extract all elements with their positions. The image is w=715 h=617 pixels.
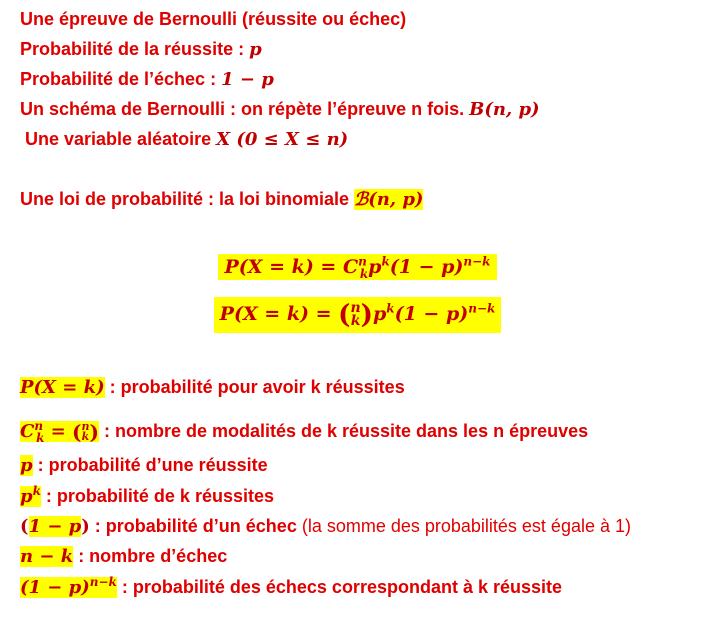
def-7 [20, 576, 562, 599]
formula-2: P(X = k) = (n $k)p^k(1 - p)^{n-k}$ [214, 297, 502, 333]
law-line [20, 188, 423, 211]
formula-2-row [0, 297, 715, 333]
def-1-math: P(X = k) [20, 377, 105, 398]
formula-1-row [0, 254, 715, 280]
success-prob-label: Probabilité de la réussite : [20, 39, 250, 59]
def-5-open: ( [20, 516, 29, 537]
def-3 [20, 454, 268, 477]
def-5-close: ) [81, 516, 90, 537]
def-4-text: : probabilité de k réussites [40, 486, 274, 506]
variable-math: X (0 ≤ X ≤ n) [216, 129, 349, 150]
failure-prob-math: 1 − p [221, 69, 274, 90]
variable-label: Une variable aléatoire [25, 129, 217, 149]
def-4-math: $p^k$ [20, 484, 41, 507]
def-6 [20, 545, 227, 568]
def-2-math: $C^n_k = (n$ k) [20, 419, 99, 445]
intro-line-4 [20, 98, 540, 121]
def-1-text: : probabilité pour avoir k réussites [104, 377, 405, 397]
def-5 [20, 515, 631, 538]
def-6-math: n − k [20, 546, 74, 567]
def-3-math: p [20, 455, 33, 476]
def-4 [20, 485, 274, 508]
def-2-text: : nombre de modalités de k réussite dans les n épreuves [98, 421, 589, 441]
def-7-math: $(1 - p)^{n-k}$ [20, 575, 117, 598]
law-label: Une loi de probabilité : la loi binomiale [20, 189, 355, 209]
intro-line-2 [20, 38, 262, 61]
def-3-text: : probabilité d’une réussite [32, 455, 268, 475]
scheme-label: Un schéma de Bernoulli : on répète l’épreuve n fois. [20, 99, 470, 119]
law-math: ℬ(n, p) [354, 189, 424, 210]
def-5-math: 1 − p [28, 516, 82, 537]
scheme-math: B(n, p) [469, 99, 540, 120]
intro-line-5 [25, 128, 348, 151]
def-5-text: : probabilité d’un échec [89, 516, 302, 536]
success-prob-math: p [249, 39, 262, 60]
def-7-text: : probabilité des échecs correspondant à k réussite [116, 577, 563, 597]
def-2 [20, 420, 588, 443]
formula-1: $P(X = k) = C^n_kp^k(1 - p)^{n-k}$ [218, 254, 496, 280]
def-1 [20, 376, 405, 399]
failure-prob-label: Probabilité de l’échec : [20, 69, 222, 89]
intro-line-3 [20, 68, 274, 91]
def-6-text: : nombre d’échec [73, 546, 228, 566]
def-5-note: (la somme des probabilités est égale à 1) [301, 516, 631, 536]
intro-line-1: Une épreuve de Bernoulli (réussite ou échec) [20, 9, 407, 29]
